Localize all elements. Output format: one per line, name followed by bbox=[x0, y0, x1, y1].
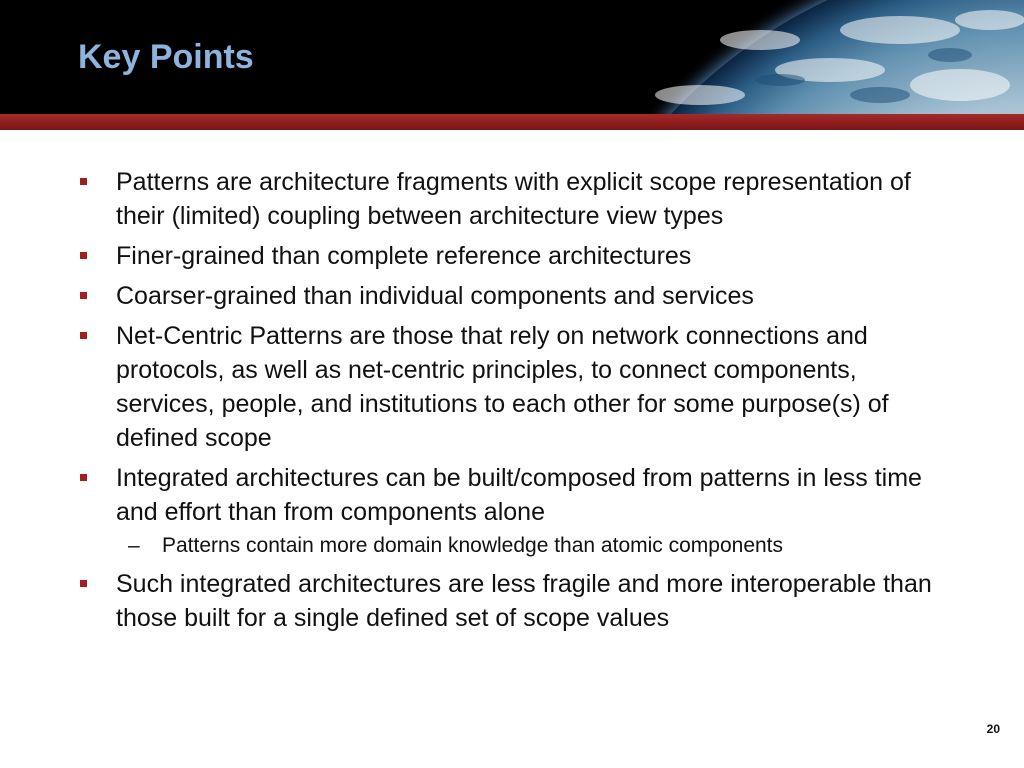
dash-bullet-icon: – bbox=[128, 534, 140, 557]
bullet-item bbox=[80, 567, 960, 635]
sub-bullet-item bbox=[80, 531, 960, 561]
bullet-item bbox=[80, 319, 960, 455]
bullet-text: Patterns are architecture fragments with explicit scope representation of their (limited) coupling between architecture view types bbox=[116, 168, 911, 230]
bullet-text: Coarser-grained than individual components and services bbox=[116, 282, 754, 310]
red-divider-band bbox=[0, 114, 1024, 130]
square-bullet-icon bbox=[80, 580, 87, 587]
bullet-text: Such integrated architectures are less fragile and more interoperable than those built for a single defined set of scope values bbox=[116, 570, 932, 632]
bullet-item bbox=[80, 279, 960, 313]
square-bullet-icon bbox=[80, 332, 87, 339]
square-bullet-icon bbox=[80, 292, 87, 299]
bullet-text: Finer-grained than complete reference architectures bbox=[116, 242, 692, 270]
square-bullet-icon bbox=[80, 178, 87, 185]
bullet-text: Net-Centric Patterns are those that rely on network connections and protocols, as well as net-centric principles, to connect components, services, people, and institutions to each other for some purpose(s) of defined scope bbox=[116, 322, 889, 452]
bullet-list bbox=[80, 165, 960, 641]
header-banner bbox=[0, 0, 1024, 114]
slide-title: Key Points bbox=[78, 38, 254, 76]
sub-bullet-text: Patterns contain more domain knowledge than atomic components bbox=[162, 534, 784, 557]
bullet-item bbox=[80, 461, 960, 529]
page-number: 20 bbox=[986, 722, 1000, 736]
bullet-item bbox=[80, 239, 960, 273]
square-bullet-icon bbox=[80, 474, 87, 481]
bullet-item bbox=[80, 165, 960, 233]
square-bullet-icon bbox=[80, 252, 87, 259]
bullet-text: Integrated architectures can be built/composed from patterns in less time and effort than from components alone bbox=[116, 464, 922, 526]
